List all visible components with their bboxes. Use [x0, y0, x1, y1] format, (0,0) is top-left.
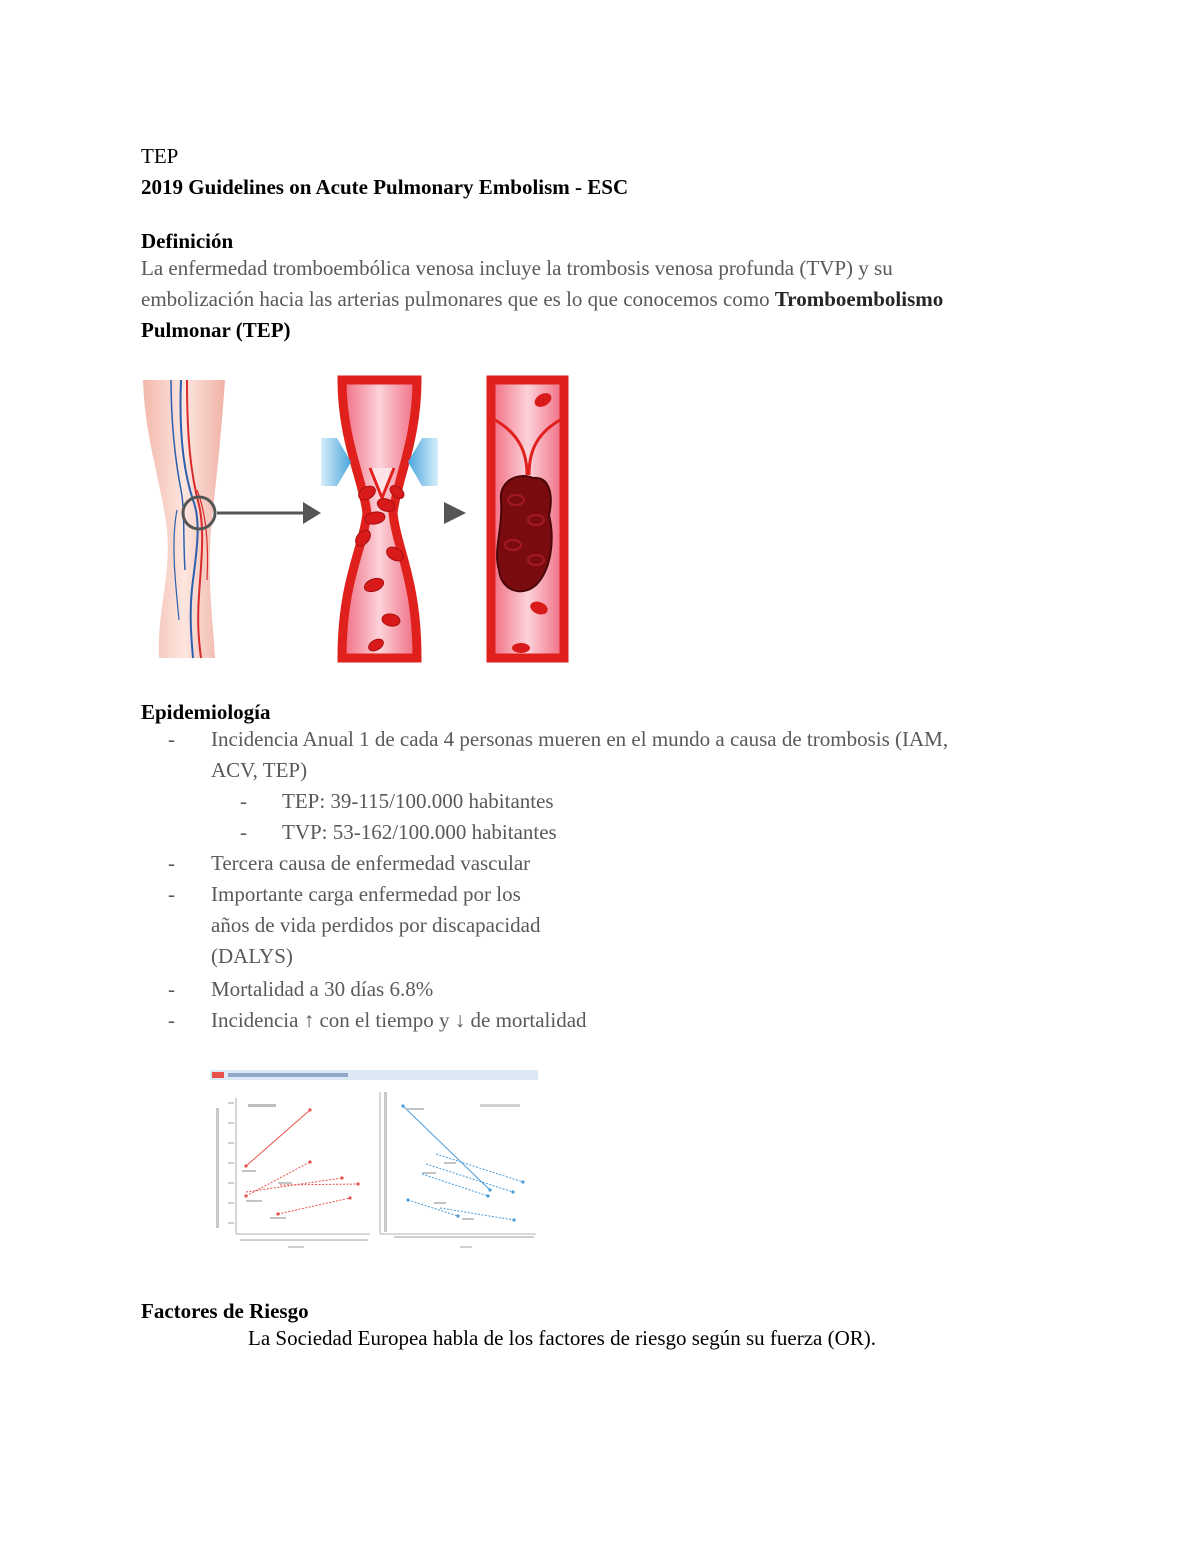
list-item-tvp-incidence: TVP: 53-162/100.000 habitantes — [282, 820, 557, 844]
thrombosis-illustration — [141, 380, 571, 660]
compressed-vein-drawing — [321, 380, 466, 658]
list-item-trend: Incidencia ↑ con el tiempo y ↓ de mortalidad — [211, 1008, 587, 1032]
bullet-dash: - — [168, 727, 175, 751]
list-item-dalys-cont: (DALYS) — [211, 944, 293, 968]
list-item-third-cause: Tercera causa de enfermedad vascular — [211, 851, 531, 875]
leg-vein-drawing — [143, 380, 321, 658]
definition-line-1: La enfermedad tromboembólica venosa incluye la trombosis venosa profunda (TVP) y su — [141, 256, 893, 280]
bullet-dash: - — [168, 851, 175, 875]
incidence-fatality-figure — [208, 1068, 540, 1258]
definition-term-bold-continued: Pulmonar (TEP) — [141, 318, 291, 342]
risk-factors-title: Factores de Riesgo — [141, 1299, 309, 1323]
definition-term-bold: Tromboembolismo — [774, 287, 944, 311]
epidemiology-title: Epidemiología — [141, 700, 271, 724]
bullet-dash: - — [168, 882, 175, 906]
list-item-mortality: Mortalidad a 30 días 6.8% — [211, 977, 434, 1001]
arrow-right-icon — [303, 502, 321, 524]
blood-clot — [497, 476, 552, 591]
bullet-dash: - — [168, 977, 175, 1001]
bullet-dash: - — [240, 820, 247, 844]
list-item-dalys: Importante carga enfermedad por los — [211, 882, 521, 906]
definition-line-2-text: embolización hacia las arterias pulmonares que es lo que conocemos como — [141, 287, 775, 311]
bullet-dash: - — [240, 789, 247, 813]
definition-line-2 — [141, 284, 943, 315]
doc-subtitle: 2019 Guidelines on Acute Pulmonary Embolism - ESC — [141, 175, 629, 199]
list-item-tep-incidence: TEP: 39-115/100.000 habitantes — [282, 789, 554, 813]
list-item-dalys-cont: años de vida perdidos por discapacidad — [211, 913, 541, 937]
list-item-annual-incidence-cont: ACV, TEP) — [211, 758, 308, 782]
risk-factors-text: La Sociedad Europea habla de los factores de riesgo según su fuerza (OR). — [248, 1326, 877, 1350]
definition-title: Definición — [141, 229, 234, 253]
doc-heading: TEP — [141, 144, 179, 168]
list-item-annual-incidence: Incidencia Anual 1 de cada 4 personas mueren en el mundo a causa de trombosis (IAM, — [211, 727, 949, 751]
bullet-dash: - — [168, 1008, 175, 1032]
arrow-right-small-icon — [444, 502, 466, 524]
clotted-vein-drawing — [491, 380, 564, 658]
